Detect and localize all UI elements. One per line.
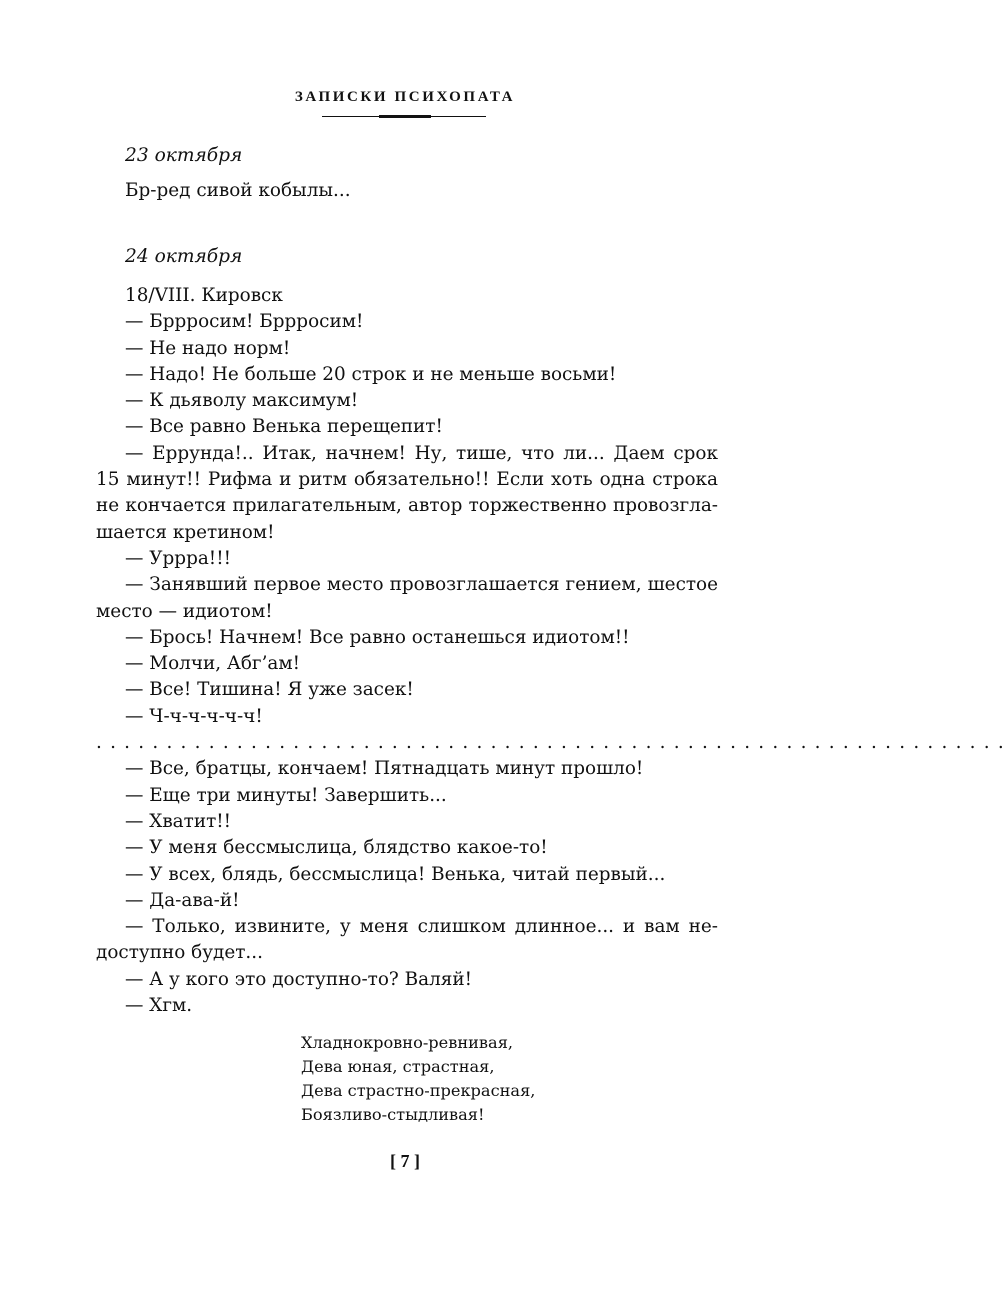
entry-date: 24 октября (125, 246, 243, 267)
entry-date: 23 октября (125, 145, 243, 166)
poem (301, 1031, 535, 1127)
dialogue-line: шается кретином! (96, 521, 275, 543)
dialogue-line: место — идиотом! (96, 600, 273, 622)
section-break-dots: . . . . . . . . . . . . . . . . . . . . . . . . . . . . . . . . . . . . . . . . . . . . . . . . . . . . . . . . . . . . . . . . . (96, 732, 1005, 754)
dialogue-line: — Не надо норм! (125, 337, 291, 359)
dialogue-line: — К дьяволу максимум! (125, 390, 359, 412)
text-line: Бр-ред сивой кобылы... (125, 180, 351, 201)
dialogue-line: — Еще три минуты! Завершить... (125, 784, 447, 806)
poem-line: Дева юная, страстная, (301, 1057, 495, 1076)
dialogue-line: — У всех, блядь, бессмыслица! Венька, читай первый... (125, 863, 666, 885)
dialogue-line: — Хгм. (125, 995, 193, 1017)
page-number: [ 7 ] (390, 1151, 420, 1171)
dialogue-line: — Надо! Не больше 20 строк и не меньше восьми! (125, 363, 617, 385)
dialogue-line: доступно будет... (96, 942, 263, 964)
poem-line: Хладнокровно-ревнивая, (301, 1033, 514, 1052)
dialogue-line: — Все, братцы, кончаем! Пятнадцать минут прошло! (125, 758, 644, 780)
dialogue-line: — А у кого это доступно-то? Валяй! (125, 968, 473, 990)
header-rule-accent (379, 115, 431, 118)
dialogue-line: — У меня бессмыслица, блядство какое-то! (125, 837, 548, 859)
dialogue-line: — Да-ава-й! (125, 889, 240, 911)
dialogue-line: — Уррра!!! (125, 547, 231, 569)
entry-text (96, 178, 718, 204)
poem-line: Боязливо-стыдливая! (301, 1105, 485, 1124)
dialogue-line: — Все! Тишина! Я уже засек! (125, 679, 414, 701)
dialogue-line: — Бррросим! Бррросим! (125, 311, 364, 333)
dialogue-line: не кончается прилагательным, автор торжественно провозгла- (96, 495, 718, 517)
dialogue-line: — Только, извините, у меня слишком длинное... и вам не- (125, 916, 718, 938)
text-line: 18/VIII. Кировск (125, 285, 283, 306)
dialogue-line: — Хватит!! (125, 810, 232, 832)
dialogue-line: — Еррунда!.. Итак, начнем! Ну, тише, что ли... Даем срок (125, 442, 718, 464)
dialogue-line: — Брось! Начнем! Все равно останешься идиотом!! (125, 626, 630, 648)
dialogue-line: — Занявший первое место провозглашается гением, шестое (125, 574, 718, 596)
dialogue-line: 15 минут!! Рифма и ритм обязательно!! Если хоть одна строка (96, 469, 718, 491)
dialogue-line: — Все равно Венька перещепит! (125, 416, 443, 438)
poem-line: Дева страстно-прекрасная, (301, 1081, 536, 1100)
dialogue-line: — Молчи, Абг’ам! (125, 653, 301, 675)
dialogue-line: — Ч-ч-ч-ч-ч-ч! (125, 705, 263, 727)
running-title: ЗАПИСКИ ПСИХОПАТА (294, 89, 516, 105)
dialogue-block (96, 283, 1005, 1019)
